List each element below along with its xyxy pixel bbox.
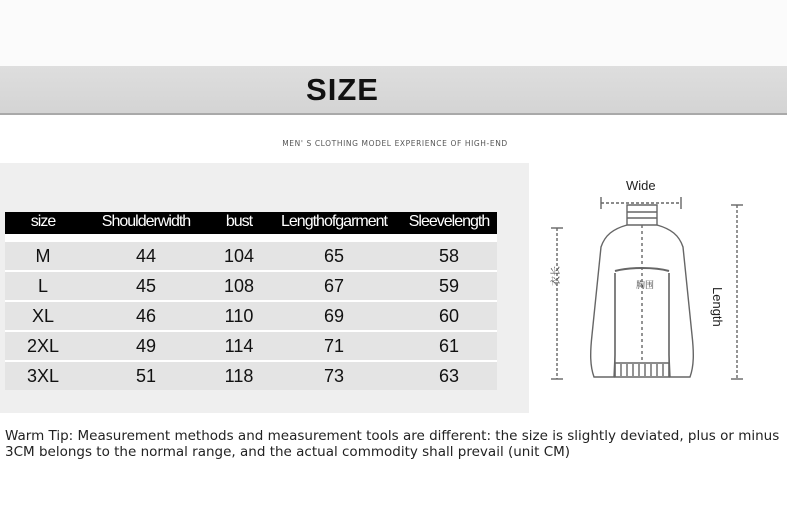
bust-cell: 118 [224, 366, 254, 386]
table-row [5, 362, 497, 390]
top-background [0, 0, 787, 66]
wide-label: Wide [626, 178, 656, 193]
length-cell: 69 [323, 306, 345, 326]
bust-cell: 114 [224, 336, 254, 356]
column-header-shoulder-width: Shoulderwidth [101, 213, 191, 230]
page-title: SIZE [306, 72, 379, 107]
table-row [5, 302, 497, 330]
sleeve-length-cell: 59 [438, 276, 460, 296]
shoulder-width-cell: 45 [135, 276, 157, 296]
warm-tip-text: Warm Tip: Measurement methods and measurement tools are different: the size is slightly deviated, plus or minus 3CM belongs to the normal range, and the actual commodity shall prevail (unit CM) [5, 428, 780, 460]
shoulder-width-cell: 49 [135, 336, 157, 356]
bust-cell: 108 [223, 276, 255, 296]
garment-measurement-diagram [529, 163, 779, 413]
table-row [5, 242, 497, 270]
size-cell: 2XL [26, 336, 60, 356]
size-cell: XL [31, 306, 55, 326]
column-header-length-of-garment: Lengthofgarment [281, 213, 387, 230]
column-header-sleeve-length: Sleevelength [408, 213, 490, 230]
page-subtitle: MEN' S CLOTHING MODEL EXPERIENCE OF HIGH-END [282, 139, 508, 148]
length-cell: 71 [323, 336, 345, 356]
column-header-bust: bust [225, 213, 253, 230]
length-label: Length [710, 287, 725, 327]
shoulder-width-cell: 46 [135, 306, 157, 326]
length-cell: 67 [323, 276, 345, 296]
shoulder-width-cell: 44 [135, 246, 157, 266]
size-cell: L [37, 276, 48, 296]
chest-label: 胸围 [636, 281, 655, 291]
size-table [5, 212, 497, 388]
length-cell: 73 [323, 366, 345, 386]
sleeve-length-cell: 60 [438, 306, 460, 326]
sleeve-length-cell: 61 [438, 336, 460, 356]
clothes-length-label: 衣长 [551, 266, 562, 286]
size-cell: M [35, 246, 51, 266]
column-header-size: size [30, 213, 56, 230]
bust-cell: 110 [224, 306, 254, 326]
size-chart-panel [0, 163, 779, 413]
sleeve-length-cell: 63 [438, 366, 460, 386]
shoulder-width-cell: 51 [135, 366, 157, 386]
length-cell: 65 [323, 246, 345, 266]
size-cell: 3XL [26, 366, 60, 386]
sleeve-length-cell: 58 [438, 246, 460, 266]
table-row [5, 332, 497, 360]
table-row [5, 272, 497, 300]
bust-cell: 104 [223, 246, 255, 266]
table-header [5, 212, 497, 234]
